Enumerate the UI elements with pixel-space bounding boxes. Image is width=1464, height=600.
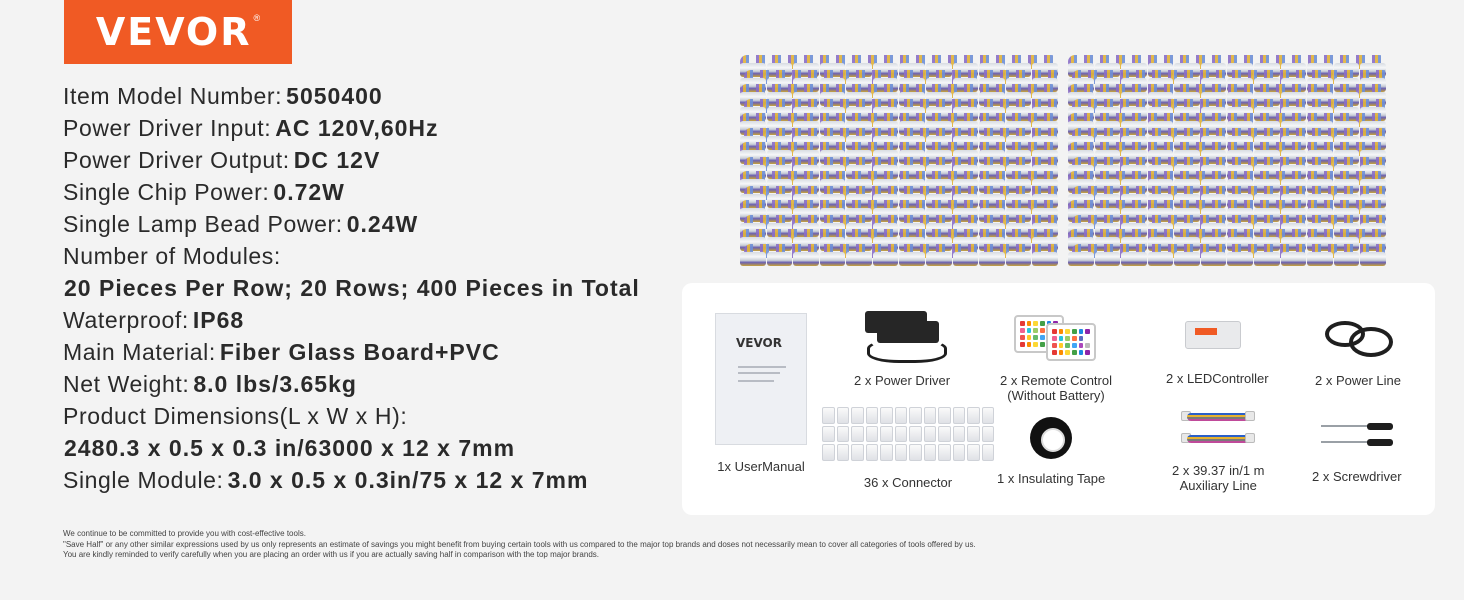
spec-value: IP68 — [192, 306, 245, 333]
remote-button — [1027, 342, 1032, 347]
connector-piece — [851, 444, 864, 461]
connector-piece — [851, 426, 864, 443]
led-module — [899, 252, 925, 266]
auxiliary-line-item — [1172, 407, 1265, 493]
disclaimer-line: You are kindly reminded to verify carefully when you are placing an order with us if you are actually saving half in comparison with the top major brands. — [63, 550, 599, 559]
spec-chip-power — [63, 176, 683, 208]
remote-button — [1072, 350, 1077, 355]
connector-piece — [822, 426, 835, 443]
remote-button — [1033, 342, 1038, 347]
spec-value: 3.0 x 0.5 x 0.3in/75 x 12 x 7mm — [227, 466, 589, 493]
remote-button — [1059, 350, 1064, 355]
led-module — [926, 252, 952, 266]
connector-piece — [866, 444, 879, 461]
led-controller-item — [1166, 315, 1269, 386]
screwdriver-caption: 2 x Screwdriver — [1312, 469, 1402, 484]
remote-button — [1052, 336, 1057, 341]
spec-driver-output — [63, 144, 683, 176]
remote-button — [1040, 328, 1045, 333]
led-module — [1307, 252, 1333, 266]
led-module — [846, 252, 872, 266]
remote-button — [1079, 350, 1084, 355]
remote-button — [1027, 335, 1032, 340]
remote-button — [1085, 343, 1090, 348]
led-module — [1281, 252, 1307, 266]
spec-single-module — [63, 464, 683, 496]
connector-piece — [953, 444, 966, 461]
disclaimer-line: "Save Half" or any other similar expressions used by us only represents an estimate of savings you might benefit from buying certain tools with us compared to the major top brands and doses not necessarily mean to cover all categories of tools offered by us. — [63, 539, 976, 549]
connector-piece — [967, 426, 980, 443]
power-line-item — [1315, 317, 1401, 388]
remote-caption-line2: (Without Battery) — [1007, 388, 1105, 403]
led-module — [1148, 252, 1174, 266]
connector-piece — [866, 407, 879, 424]
remote-button — [1085, 336, 1090, 341]
screwdriver-image — [1317, 413, 1397, 455]
connector-piece — [967, 444, 980, 461]
led-module-bank-right — [1068, 55, 1386, 270]
spec-label: Power Driver Input: — [63, 114, 272, 141]
registered-mark: ® — [253, 13, 261, 23]
remote-button — [1085, 329, 1090, 334]
connector-piece — [895, 407, 908, 424]
remote-control-item — [1000, 315, 1112, 403]
spec-label: Power Driver Output: — [63, 146, 290, 173]
led-module — [1032, 252, 1058, 266]
led-module — [820, 252, 846, 266]
led-module-bank-left — [740, 55, 1058, 270]
connector-piece — [822, 407, 835, 424]
manual-brand: VEVOR — [736, 336, 783, 350]
power-driver-image — [857, 309, 947, 367]
remote-control-image — [1012, 315, 1100, 367]
spec-driver-input — [63, 112, 683, 144]
connector-piece — [837, 426, 850, 443]
led-module — [1227, 252, 1253, 266]
spec-label: Single Chip Power: — [63, 178, 270, 205]
remote-button — [1040, 342, 1045, 347]
manual-caption: 1x UserManual — [717, 459, 805, 474]
remote-button — [1027, 328, 1032, 333]
remote-button — [1020, 335, 1025, 340]
led-controller-caption: 2 x LEDController — [1166, 371, 1269, 386]
remote-button — [1065, 350, 1070, 355]
remote-button — [1020, 342, 1025, 347]
remote-button — [1065, 343, 1070, 348]
spec-waterproof — [63, 304, 683, 336]
connector-piece — [866, 426, 879, 443]
led-module-row — [740, 252, 1058, 266]
connector-piece — [880, 444, 893, 461]
remote-button — [1033, 321, 1038, 326]
led-module — [793, 252, 819, 266]
connector-piece — [880, 407, 893, 424]
spec-modules-value — [63, 272, 683, 304]
connector-piece — [924, 444, 937, 461]
led-module — [767, 252, 793, 266]
connector-piece — [982, 407, 995, 424]
spec-label: Net Weight: — [63, 370, 190, 397]
connector-piece — [953, 407, 966, 424]
spec-list — [63, 80, 683, 496]
led-module-photo — [740, 55, 1390, 270]
led-module — [1006, 252, 1032, 266]
connector-piece — [953, 426, 966, 443]
spec-value: Fiber Glass Board+PVC — [219, 338, 500, 365]
spec-material — [63, 336, 683, 368]
logo-text: VEVOR — [95, 10, 252, 54]
remote-button — [1059, 343, 1064, 348]
spec-label: Number of Modules: — [63, 242, 281, 269]
connector-item — [822, 407, 994, 490]
remote-button — [1065, 336, 1070, 341]
connector-piece — [938, 426, 951, 443]
connector-piece — [982, 444, 995, 461]
led-module — [740, 252, 766, 266]
spec-value: 20 Pieces Per Row; 20 Rows; 400 Pieces in Total — [64, 274, 640, 301]
remote-button — [1065, 329, 1070, 334]
connector-piece — [909, 444, 922, 461]
power-line-image — [1321, 317, 1395, 365]
connector-piece — [851, 407, 864, 424]
led-module — [1174, 252, 1200, 266]
connector-piece — [880, 426, 893, 443]
spec-label: Item Model Number: — [63, 82, 283, 109]
remote-button — [1079, 329, 1084, 334]
led-module — [1360, 252, 1386, 266]
spec-value: 5050400 — [286, 82, 383, 109]
connector-piece — [938, 407, 951, 424]
remote-button — [1027, 321, 1032, 326]
connector-piece — [909, 407, 922, 424]
remote-button — [1059, 336, 1064, 341]
spec-label: Main Material: — [63, 338, 216, 365]
connector-piece — [967, 407, 980, 424]
remote-button — [1072, 343, 1077, 348]
tape-caption: 1 x Insulating Tape — [997, 471, 1106, 486]
led-controller-image — [1181, 315, 1253, 363]
disclaimer — [63, 529, 976, 561]
remote-button — [1033, 328, 1038, 333]
remote-button — [1052, 350, 1057, 355]
remote-button — [1040, 321, 1045, 326]
connector-piece — [938, 444, 951, 461]
led-module — [1121, 252, 1147, 266]
spec-value: DC 12V — [293, 146, 381, 173]
remote-button — [1020, 321, 1025, 326]
remote-button — [1085, 350, 1090, 355]
power-line-caption: 2 x Power Line — [1315, 373, 1401, 388]
remote-button — [1072, 336, 1077, 341]
led-module — [979, 252, 1005, 266]
connector-piece — [837, 444, 850, 461]
spec-net-weight — [63, 368, 683, 400]
connector-caption: 36 x Connector — [863, 475, 953, 490]
remote-button — [1040, 335, 1045, 340]
spec-label: Single Lamp Bead Power: — [63, 210, 343, 237]
screwdriver-item — [1312, 413, 1402, 484]
power-driver-caption: 2 x Power Driver — [854, 373, 951, 388]
power-driver-item — [854, 309, 950, 388]
disclaimer-line: We continue to be committed to provide you with cost-effective tools. — [63, 529, 306, 538]
spec-value: 0.72W — [273, 178, 345, 205]
spec-label: Waterproof: — [63, 306, 189, 333]
spec-value: AC 120V,60Hz — [275, 114, 439, 141]
package-contents-panel — [682, 283, 1435, 515]
auxiliary-line-image — [1181, 407, 1255, 453]
connector-piece — [924, 426, 937, 443]
remote-button — [1072, 329, 1077, 334]
spec-lamp-bead-power — [63, 208, 683, 240]
remote-button — [1052, 329, 1057, 334]
connector-image — [822, 407, 994, 461]
spec-dimensions-value — [63, 432, 683, 464]
spec-value: 8.0 lbs/3.65kg — [193, 370, 357, 397]
led-module — [873, 252, 899, 266]
manual-image — [715, 313, 807, 445]
user-manual-item — [715, 313, 807, 474]
led-module — [953, 252, 979, 266]
remote-button — [1079, 343, 1084, 348]
led-module — [1095, 252, 1121, 266]
led-module-row — [1068, 252, 1386, 266]
connector-piece — [924, 407, 937, 424]
connector-piece — [837, 407, 850, 424]
led-module — [1254, 252, 1280, 266]
aux-caption-line2: Auxiliary Line — [1179, 478, 1257, 493]
remote-button — [1079, 336, 1084, 341]
spec-model-number — [63, 80, 683, 112]
led-module — [1201, 252, 1227, 266]
spec-value: 0.24W — [346, 210, 419, 237]
vevor-logo — [64, 0, 292, 64]
remote-caption-line1: 2 x Remote Control — [1000, 373, 1112, 388]
spec-modules-label — [63, 240, 683, 272]
spec-dimensions-label — [63, 400, 683, 432]
connector-piece — [909, 426, 922, 443]
remote-button — [1052, 343, 1057, 348]
spec-label: Product Dimensions(L x W x H): — [63, 402, 408, 429]
led-module — [1068, 252, 1094, 266]
connector-piece — [895, 444, 908, 461]
remote-button — [1020, 328, 1025, 333]
spec-label: Single Module: — [63, 466, 224, 493]
spec-value: 2480.3 x 0.5 x 0.3 in/63000 x 12 x 7mm — [64, 434, 516, 461]
remote-button — [1059, 329, 1064, 334]
insulating-tape-image — [1030, 417, 1072, 459]
connector-piece — [822, 444, 835, 461]
led-module — [1334, 252, 1360, 266]
connector-piece — [982, 426, 995, 443]
connector-piece — [895, 426, 908, 443]
aux-caption-line1: 2 x 39.37 in/1 m — [1172, 463, 1265, 478]
remote-button — [1033, 335, 1038, 340]
insulating-tape-item — [997, 417, 1105, 486]
